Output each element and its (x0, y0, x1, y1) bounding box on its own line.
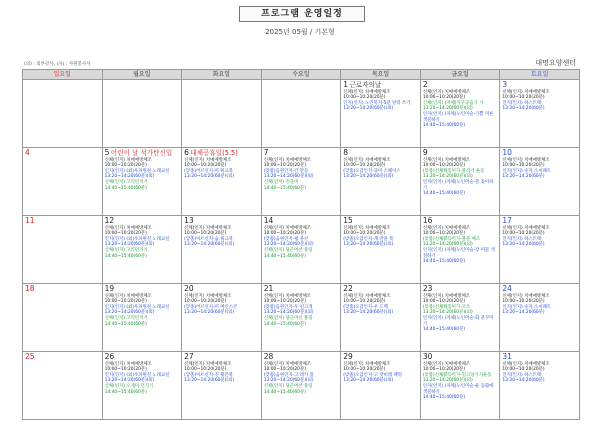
calendar-day-cell (341, 148, 421, 216)
calendar-day-cell (420, 352, 500, 420)
legend-note: (외) : 외부강사, (자) : 자원봉사자 (24, 62, 91, 67)
calendar-week-row (23, 352, 580, 420)
weekday-header-row (23, 70, 580, 80)
program-entry: 13:20~14:20(60분)(외) (184, 310, 235, 316)
program-entry: 신체(인지) 고리던지기 (104, 179, 148, 185)
program-entry: (맞춤)오감인지-과미 스페이스 (343, 168, 401, 174)
program-entry: 13:20~14:20(60분)(외) (343, 242, 394, 248)
program-entry: 10:00~10:20(20분) (104, 231, 147, 237)
holiday-label: 대체공휴일(5.5) (190, 149, 238, 157)
program-entry: 13:20~14:20(60분)(외) (263, 378, 314, 384)
calendar-day-cell (500, 216, 580, 284)
day-number: 13 (184, 216, 194, 225)
program-entry: 13:20~14:20(60분)(외) (422, 310, 473, 316)
program-entry: 13:20~14:20(60분)(외) (422, 242, 473, 248)
program-entry: 14:40~15:40(60분) (104, 321, 147, 327)
program-entry: 10:00~10:20(20분) (184, 231, 227, 237)
holiday-label: 어린이 날 석가탄신일 (110, 149, 173, 157)
program-entry: 인지(인지) (외)우파원전 노래교실 (104, 372, 170, 378)
program-entry: 신체(인지) 치매예방체조 (502, 225, 550, 231)
organization-name: 대명요양센터 (535, 59, 576, 67)
program-entry: 13:20~14:20(60분)(외) (184, 242, 235, 248)
program-entry: 10:00~10:20(20분) (502, 95, 545, 101)
program-entry: (맞춤)신체활동미가-밀고당기기운동 (422, 372, 492, 378)
day-number: 5 (104, 148, 110, 157)
day-number: 26 (104, 352, 115, 361)
day-number: 7 (263, 148, 269, 157)
calendar-day-cell (102, 80, 182, 148)
program-entry: 10:00~10:20(20분) (104, 163, 147, 169)
calendar-day-cell (182, 216, 262, 284)
program-entry: 14:40~15:40(60분) (263, 321, 306, 327)
program-entry: 10:00~10:20(20분) (104, 299, 147, 305)
program-entry: 10:00~10:20(20분) (502, 231, 545, 237)
program-entry: 신체(인지) 치매예방체조 (343, 293, 391, 299)
program-entry: 신체(인지) 치매예방체조 (343, 89, 391, 95)
program-entry: 10:00~10:20(20분) (422, 95, 466, 101)
program-entry: 13:20~14:20(60분)(외) (184, 174, 235, 180)
day-number: 10 (502, 148, 512, 157)
program-entry: 인지(인지) (자체)노인미술-화 분꾸미기 (422, 315, 494, 327)
program-entry: 인지(인지) 하스트랙 (502, 100, 542, 106)
calendar-day-cell (420, 80, 500, 148)
program-entry: 13:20~14:20(60분)(외) (104, 310, 155, 316)
weekday-header: 토요일 (500, 70, 580, 80)
program-entry: 인지(인지) (자체)노인미술-기쁨 미론색칠하기 (422, 111, 494, 123)
program-entry: 신체(인지) 당근머신 볼링 (263, 247, 313, 253)
program-entry: 인지(인지) (외)우파원전 노래교실 (104, 168, 170, 174)
day-number: 24 (502, 284, 512, 293)
day-number: 31 (502, 352, 512, 361)
program-entry: 14:40~15:40(60분) (263, 253, 306, 259)
program-entry: 13:20~14:20(60분) (502, 106, 545, 112)
program-entry: 신체(인지) 치매예방체조 (422, 225, 471, 231)
program-entry: 인지(인지) (외)우파원전 노래교실 (104, 304, 170, 310)
program-entry: 신체(인지) 치매예방체조 (263, 157, 311, 163)
day-title: 근로자의날 (349, 81, 382, 89)
calendar-day-cell (341, 216, 421, 284)
day-number: 29 (343, 352, 353, 361)
program-entry: 13:20~14:20(60분)(외) (263, 242, 314, 248)
program-entry: 신체(인지) 오재미 던지기 (104, 383, 154, 389)
program-entry: 10:00~10:20(20분) (263, 367, 306, 373)
program-entry: 10:00~10:20(20분) (184, 163, 227, 169)
program-entry: 신체(인지) 치매예방체조 (104, 157, 152, 163)
program-entry: 13:20~14:20(60분)(외) (343, 106, 394, 112)
program-entry: (맞춤)음원인지-고 레카 틀 (263, 372, 314, 378)
program-entry: 인지(인지) (자체)노인미술-장 미꽃 색칠하기 (422, 247, 495, 259)
program-entry: 13:20~14:20(60분)(외) (422, 106, 473, 112)
program-entry: 10:00~10:20(20분) (343, 299, 386, 305)
program-entry: 신체(인지) 치매예방체조 (422, 361, 471, 367)
program-entry: 13:20~14:20(60분) (502, 310, 545, 316)
program-entry: (맞춤)어르신지-숨 워크북 (184, 236, 233, 242)
program-entry: 신체(인지) 흥돌비 (263, 179, 299, 185)
program-entry: 신체(인지) 치매예방체조 (184, 361, 232, 367)
program-entry: 신체(인지) 치매예방체조 (343, 361, 391, 367)
program-entry: 신체(인지) 치매예방체조 (422, 293, 471, 299)
program-entry: 10:00~10:20(20분) (343, 231, 386, 237)
program-entry: 인지(인지) 노인복지-5분 달력 쓰기 (343, 100, 411, 106)
program-entry: (맞춤)오감인지-고 맛비레 패팅 (343, 372, 402, 378)
weekday-header: 월요일 (102, 70, 182, 80)
program-entry: 인지(인지) 숫자 소씨패트 (502, 304, 552, 310)
calendar-day-cell (341, 352, 421, 420)
program-entry: 신체(인지) 당근머신 볼링 (263, 383, 313, 389)
program-entry: 14:40~15:40(60분) (422, 327, 466, 333)
weekday-header: 화요일 (182, 70, 262, 80)
calendar-week-row (23, 80, 580, 148)
program-entry: 인지(인지) 하스트랙 (502, 372, 542, 378)
calendar-day-cell (420, 148, 500, 216)
program-entry: 신체(인지) 치매예방체조 (263, 225, 311, 231)
program-entry: (맞춤)음원인지-우 핀고개 (263, 304, 313, 310)
calendar-day-cell (182, 80, 262, 148)
program-entry: 인지(인지) (자체)노인미술-운 동화에 색칠하기 (422, 383, 494, 395)
program-entry: 10:00~10:20(20분) (263, 163, 306, 169)
program-entry: 신체(인지) 치매예방체조 (184, 225, 232, 231)
program-entry: 10:00~10:20(20분) (422, 299, 466, 305)
day-number: 4 (25, 148, 30, 157)
program-entry: 13:20~14:20(60분)(외) (422, 378, 473, 384)
calendar-day-cell (261, 352, 341, 420)
program-entry: (맞춤)오감인지-우 드백 (343, 304, 388, 310)
calendar-day-cell (500, 284, 580, 352)
program-entry: (맞춤)신체활동미가-블라기 운동 (422, 168, 485, 174)
day-number: 12 (104, 216, 115, 225)
program-entry: 인지(인지) 숫자 소씨패트 (502, 168, 552, 174)
program-entry: 신체(인지) 치매예방체조 (422, 157, 471, 163)
weekday-header: 목요일 (341, 70, 421, 80)
program-entry: (맞춤)음원인지-평 볼선 (263, 236, 309, 242)
calendar-day-cell (182, 284, 262, 352)
program-entry: 13:20~14:20(60분)(외) (343, 378, 394, 384)
day-number: 30 (422, 352, 433, 361)
program-entry: 신체(인지) 고리던지기 (104, 315, 148, 321)
program-entry: 14:40~15:40(60분) (422, 259, 466, 265)
calendar-day-cell (261, 148, 341, 216)
program-entry: 10:00~10:20(20분) (502, 163, 545, 169)
day-number: 17 (502, 216, 512, 225)
program-entry: 신체(인지) 당근머신 볼링 (263, 315, 313, 321)
program-entry: 신체(인지) 치매예방체조 (422, 89, 471, 95)
program-entry: 10:00~10:20(20분) (184, 299, 227, 305)
program-entry: (맞춤)오감인지-계 란물 톡 (343, 236, 394, 242)
day-number: 25 (25, 352, 35, 361)
day-number: 9 (422, 148, 428, 157)
day-number: 3 (502, 80, 508, 89)
program-entry: 13:20~14:20(60분)(외) (184, 378, 235, 384)
calendar-day-cell (341, 284, 421, 352)
day-number: 27 (184, 352, 194, 361)
program-entry: 13:20~14:20(60분)(외) (104, 174, 155, 180)
program-entry: 13:20~14:20(60분)(외) (104, 378, 155, 384)
program-entry: 신체(인지) 치매예방체조 (343, 157, 391, 163)
program-entry: 10:00~10:20(20분) (422, 163, 466, 169)
program-entry: 신체(인지) 치매예방체조 (343, 225, 391, 231)
day-number: 16 (422, 216, 433, 225)
calendar-day-cell (500, 352, 580, 420)
program-entry: 신체(인지) 치매예방체조 (263, 293, 311, 299)
program-entry: 14:40~15:40(60분) (422, 395, 466, 401)
page-subtitle: 2025년 05월 / 기본형 (265, 28, 335, 36)
calendar-day-cell (102, 284, 182, 352)
program-entry: (맞춤)신체활동미가-코조 (422, 304, 471, 310)
program-entry: 14:40~15:40(60분) (263, 389, 306, 395)
program-entry: 10:00~10:20(20분) (343, 163, 386, 169)
program-entry: 10:00~10:20(20분) (104, 367, 147, 373)
day-number: 28 (263, 352, 274, 361)
calendar-day-cell (261, 284, 341, 352)
calendar-day-cell (261, 216, 341, 284)
program-entry: 13:20~14:20(60분) (502, 174, 545, 180)
calendar-day-cell (500, 80, 580, 148)
program-entry: 신체(인지) 치매예방체조 (502, 89, 550, 95)
program-entry: (맞춤)음원인지-간 만들 (263, 168, 309, 174)
program-entry: 신체(인지) 치매예방체조 (184, 157, 232, 163)
program-entry: 14:40~15:40(60분) (104, 389, 147, 395)
calendar-day-cell (23, 352, 103, 420)
program-entry: 13:20~14:20(60분)(외) (422, 174, 473, 180)
day-number: 15 (343, 216, 353, 225)
program-entry: (맞춤)어르신지-미 여인스콘 (184, 304, 238, 310)
calendar-day-cell (420, 284, 500, 352)
program-entry: 10:00~10:20(20분) (263, 231, 306, 237)
program-entry: 10:00~10:20(20분) (502, 367, 545, 373)
program-entry: 신체(인지) 치매예방체조 (502, 293, 550, 299)
program-entry: 13:20~14:20(60분)(외) (104, 242, 155, 248)
calendar-day-cell (500, 148, 580, 216)
calendar-day-cell (341, 80, 421, 148)
program-entry: 13:20~14:20(60분) (502, 242, 545, 248)
day-number: 11 (25, 216, 35, 225)
day-number: 1 (343, 80, 349, 89)
program-entry: 인지(인지) 하스트랙 (502, 236, 542, 242)
program-entry: 신체(인지) 치매예방체조 (184, 293, 232, 299)
calendar-day-cell (102, 216, 182, 284)
calendar-day-cell (182, 148, 262, 216)
calendar-day-cell (182, 352, 262, 420)
day-number: 19 (104, 284, 115, 293)
day-number: 8 (343, 148, 349, 157)
program-entry: (맞춤)어르신지-진 황폰북 (184, 372, 233, 378)
weekday-header: 수요일 (261, 70, 341, 80)
program-entry: 신체(인지) 고리던지기 (104, 247, 148, 253)
program-entry: 신체(인지) (자체)지구공움기 기 (422, 100, 484, 106)
calendar-week-row (23, 284, 580, 352)
calendar-day-cell (23, 148, 103, 216)
program-entry: 신체(인지) 치매예방체조 (104, 225, 152, 231)
program-entry: 인지(인지) (자체)노인미술-꽃 꽂이하기 (422, 179, 494, 191)
program-entry: 인지(인지) (외)우파원전 노래교실 (104, 236, 170, 242)
day-number: 21 (263, 284, 274, 293)
day-number: 18 (25, 284, 35, 293)
schedule-calendar (22, 69, 580, 420)
program-entry: 10:00~10:20(20분) (422, 367, 466, 373)
program-entry: 10:00~10:20(20분) (343, 367, 386, 373)
calendar-day-cell (102, 352, 182, 420)
calendar-week-row (23, 148, 580, 216)
day-number: 23 (422, 284, 433, 293)
calendar-body (23, 80, 580, 420)
program-entry: 10:00~10:20(20분) (263, 299, 306, 305)
calendar-day-cell (23, 284, 103, 352)
day-number: 22 (343, 284, 353, 293)
day-number: 14 (263, 216, 274, 225)
program-entry: 13:20~14:20(60분)(외) (263, 174, 314, 180)
program-entry: 10:00~10:20(20분) (184, 367, 227, 373)
program-entry: 13:20~14:20(60분)(외) (263, 310, 314, 316)
calendar-day-cell (23, 216, 103, 284)
program-entry: 13:20~14:20(60분)(외) (343, 310, 394, 316)
program-entry: (맞춤)어르신지-미 워크북 (184, 168, 233, 174)
program-entry: 신체(인지) 치매예방체조 (502, 157, 550, 163)
program-entry: 신체(인지) 치매예방체조 (104, 361, 152, 367)
program-entry: 10:00~10:20(20분) (502, 299, 545, 305)
program-entry: 10:00~10:20(20분) (422, 231, 466, 237)
program-entry: 신체(인지) 치매예방체조 (263, 361, 311, 367)
program-entry: 14:40~15:40(60분) (104, 253, 147, 259)
program-entry: 14:40~15:40(60분) (104, 185, 147, 191)
day-number: 20 (184, 284, 194, 293)
weekday-header: 일요일 (23, 70, 103, 80)
calendar-day-cell (102, 148, 182, 216)
program-entry: 10:00~10:20(20분) (343, 95, 386, 101)
calendar-day-cell (261, 80, 341, 148)
weekday-header: 금요일 (420, 70, 500, 80)
calendar-day-cell (420, 216, 500, 284)
calendar-day-cell (23, 80, 103, 148)
program-entry: 14:40~15:40(60분) (422, 191, 466, 197)
program-entry: (맞춤)신체활동미가-볼분 체조 (422, 236, 481, 242)
program-entry: 13:20~14:20(60분)(외) (343, 174, 394, 180)
program-entry: 신체(인지) 치매예방체조 (502, 361, 550, 367)
calendar-week-row (23, 216, 580, 284)
page-title: 프로그램 운영일정 (239, 6, 365, 22)
program-entry: 신체(인지) 치매예방체조 (104, 293, 152, 299)
program-entry: 14:40~15:40(60분) (263, 185, 306, 191)
program-entry: 14:40~15:40(60분) (422, 123, 466, 129)
day-number: 2 (422, 80, 428, 89)
day-number: 6 (184, 148, 189, 157)
program-entry: 13:20~14:20(60분) (502, 378, 545, 384)
